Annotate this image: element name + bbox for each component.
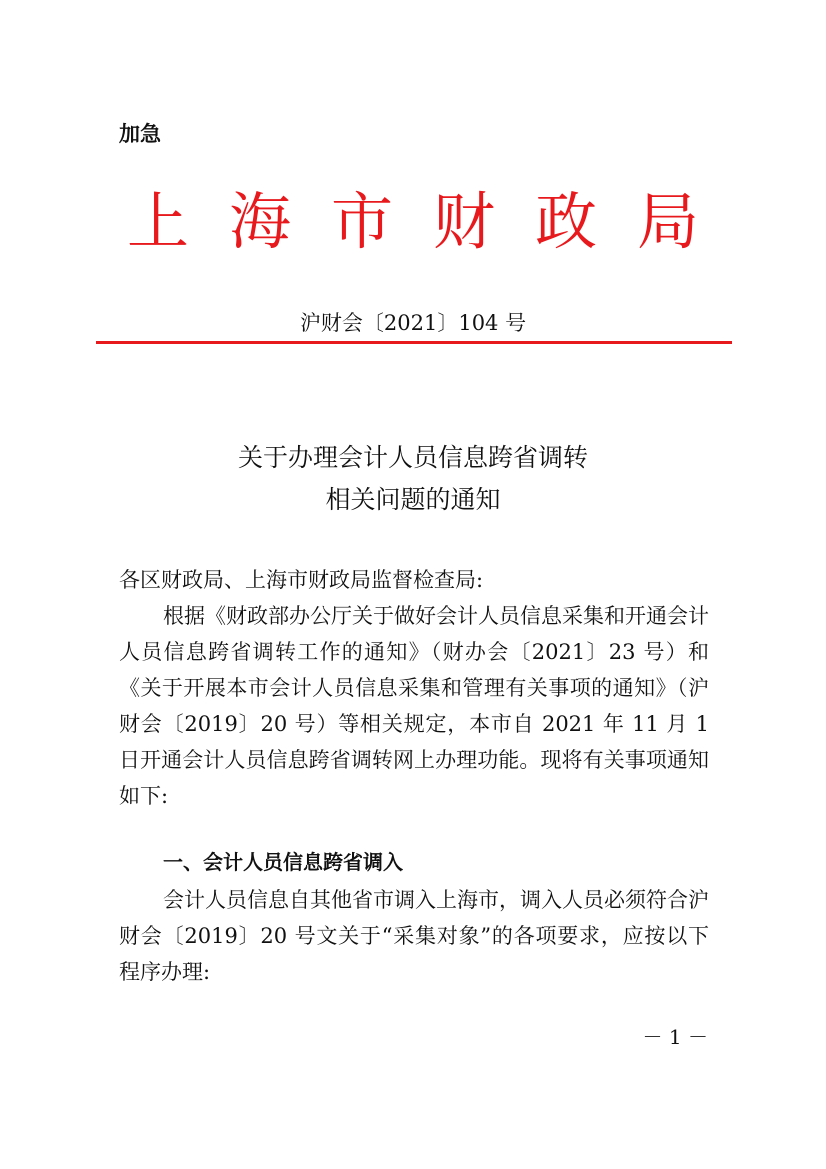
document-number: 沪财会〔2021〕104 号 xyxy=(299,311,527,335)
notice-title-line-1: 关于办理会计人员信息跨省调转 xyxy=(237,443,588,472)
addressee: 各区财政局、上海市财政局监督检查局: xyxy=(119,568,484,592)
issuing-agency-title: 上海市财政局 xyxy=(126,185,739,258)
red-divider-line xyxy=(96,341,732,344)
body-paragraph-1: 根据《财政部办公厅关于做好会计人员信息采集和开通会计人员信息跨省调转工作的通知》（财办会〔2021〕23 号）和《关于开展本市会计人员信息采集和管理有关事项的通知》（沪财会〔2019〕20 号）等相关规定，本市自 2021 年 11 月 1 日开通会计人员信息跨省调转网上办理功能。现将有关事项通知如下: xyxy=(119,604,709,808)
body-paragraph-2: 会计人员信息自其他省市调入上海市，调入人员必须符合沪财会〔2019〕20 号文关于“采集对象”的各项要求，应按以下程序办理: xyxy=(119,888,709,984)
page-number: － 1 － xyxy=(642,1025,708,1049)
urgency-label: 加急 xyxy=(119,122,161,146)
notice-title-line-2: 相关问题的通知 xyxy=(325,485,501,514)
section-heading-1: 一、会计人员信息跨省调入 xyxy=(163,850,403,874)
